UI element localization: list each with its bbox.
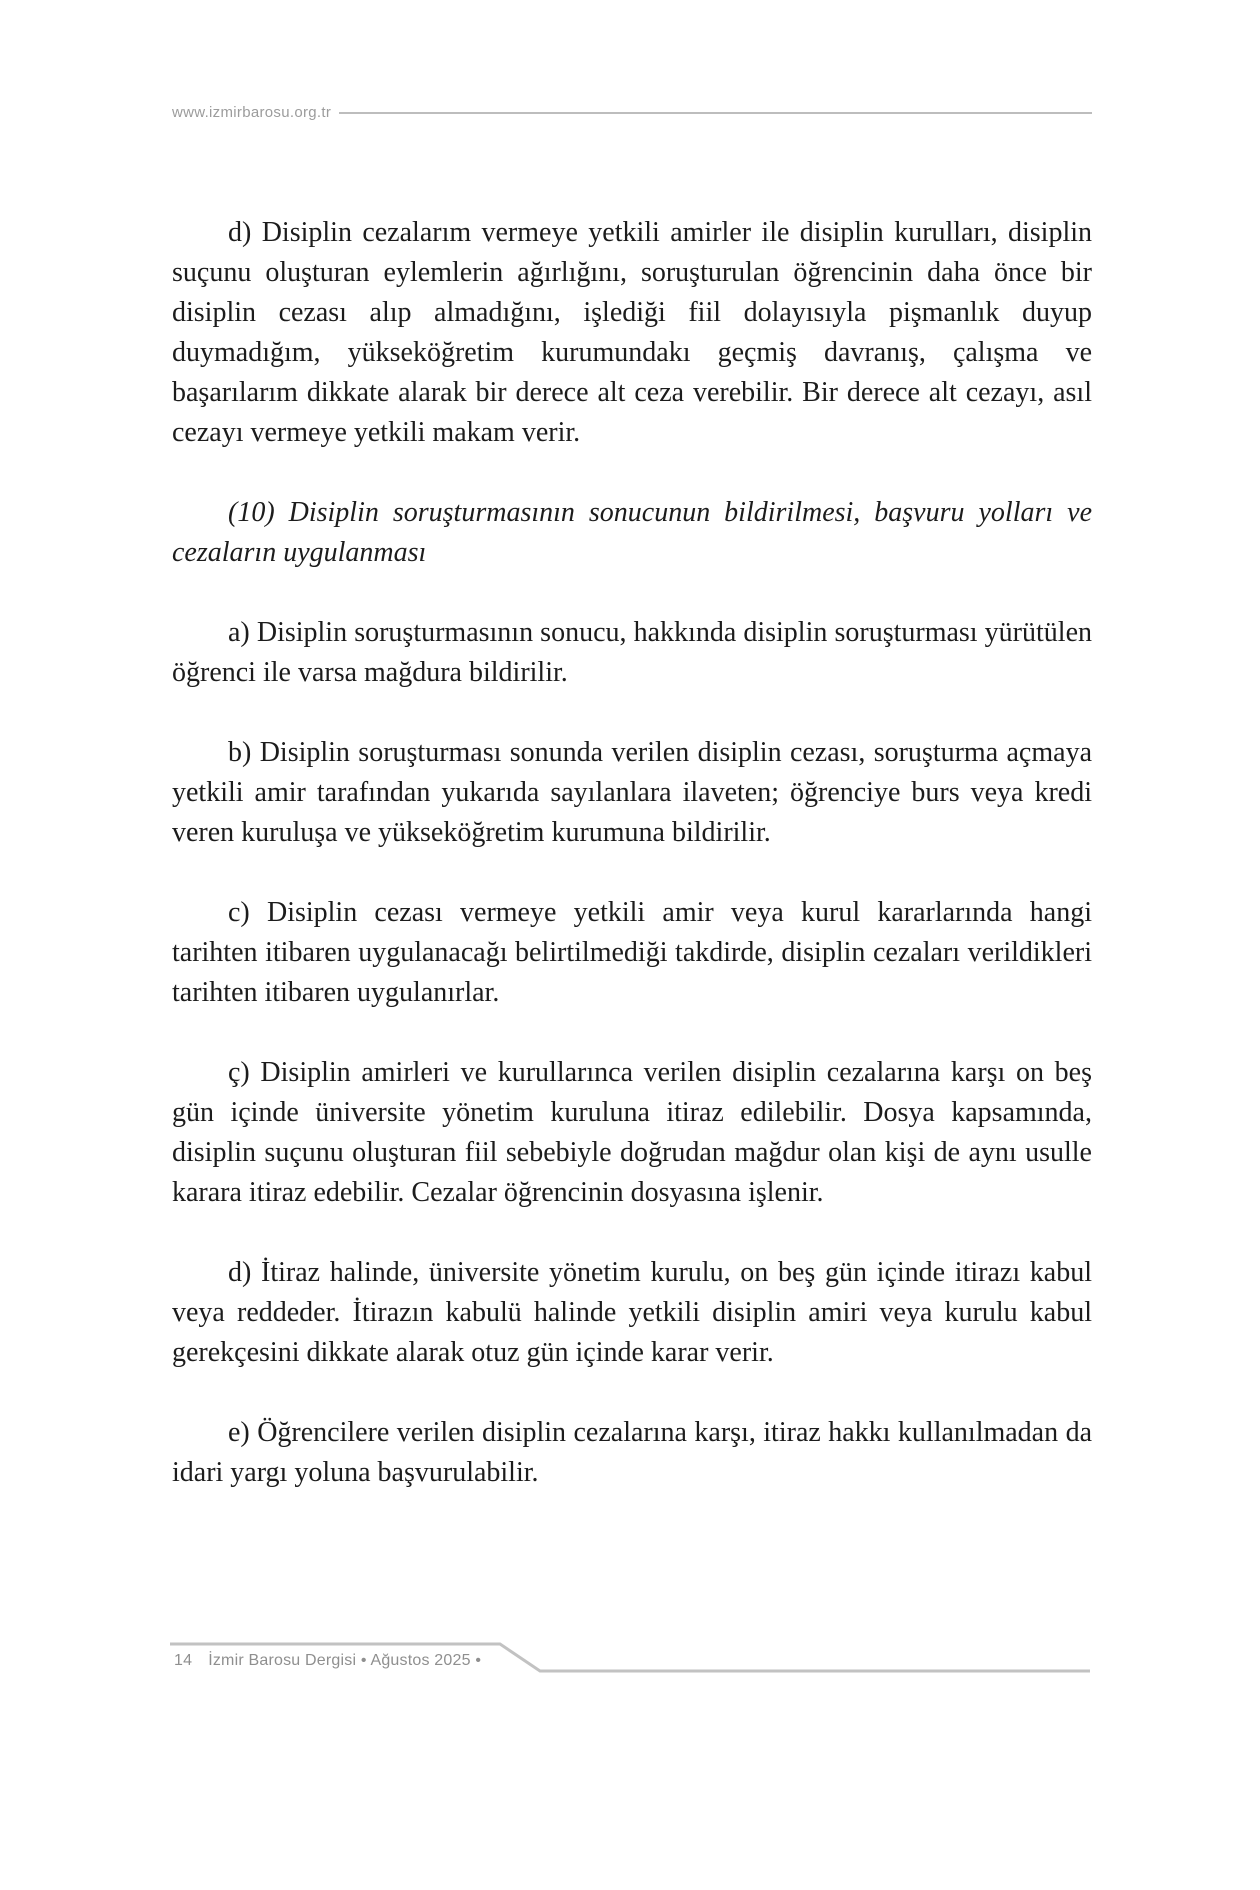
footer-journal-title: İzmir Barosu Dergisi • Ağustos 2025 • — [208, 1652, 482, 1669]
paragraph-alt-ceza: d) Disiplin cezalarım vermeye yetkili amirler ile disiplin kurulları, disiplin suçunu oluşturan eylemlerin ağırlığını, soruşturulan öğrencinin daha önce bir disiplin cezası alıp almadığını, işlediği fiil dolayısıyla pişmanlık duyup duymadığım, yükseköğretim kurumundakı geçmiş davranış, çalışma ve başarılarım dikkate alarak bir derece alt ceza verebilir. Bir derece alt cezayı, asıl cezayı vermeye yetkili makam verir. — [172, 217, 1092, 448]
paragraph-e: e) Öğrencilere verilen disiplin cezalarına karşı, itiraz hakkı kullanılmadan da idari yargı yoluna başvurulabilir. — [172, 1417, 1092, 1488]
header-rule — [339, 112, 1092, 114]
paragraph-cc: ç) Disiplin amirleri ve kurullarınca verilen disiplin cezalarına karşı on beş gün içinde üniversite yönetim kuruluna itiraz edilebilir. Dosya kapsamında, disiplin suçunu oluşturan fiil sebebiyle doğrudan mağdur olan kişi de aynı usulle karara itiraz edebilir. Cezalar öğrencinin dosyasına işlenir. — [172, 1057, 1092, 1208]
footer-page-number: 14 — [174, 1652, 193, 1669]
section-heading-10: (10) Disiplin soruşturmasının sonucunun bildirilmesi, başvuru yolları ve cezaların uygulanması — [172, 497, 1092, 568]
paragraph-b: b) Disiplin soruşturması sonunda verilen disiplin cezası, soruşturma açmaya yetkili amir tarafından yukarıda sayılanlara ilaveten; öğrenciye burs veya kredi veren kuruluşa ve yükseköğretim kurumuna bildirilir. — [172, 737, 1092, 848]
page-header — [172, 104, 1092, 121]
page-footer — [174, 1652, 934, 1670]
paragraph-a: a) Disiplin soruşturmasının sonucu, hakkında disiplin soruşturması yürütülen öğrenci ile varsa mağdura bildirilir. — [172, 617, 1092, 688]
paragraph-c: c) Disiplin cezası vermeye yetkili amir veya kurul kararlarında hangi tarihten itibaren uygulanacağı belirtilmediği takdirde, disiplin cezaları verildikleri tarihten itibaren uygulanırlar. — [172, 897, 1092, 1008]
header-url: www.izmirbarosu.org.tr — [172, 104, 332, 121]
document-body — [172, 213, 1092, 1533]
paragraph-d-itiraz: d) İtiraz halinde, üniversite yönetim kurulu, on beş gün içinde itirazı kabul veya reddeder. İtirazın kabulü halinde yetkili disiplin amiri veya kurulu kabul gerekçesini dikkate alarak otuz gün içinde karar verir. — [172, 1257, 1092, 1368]
